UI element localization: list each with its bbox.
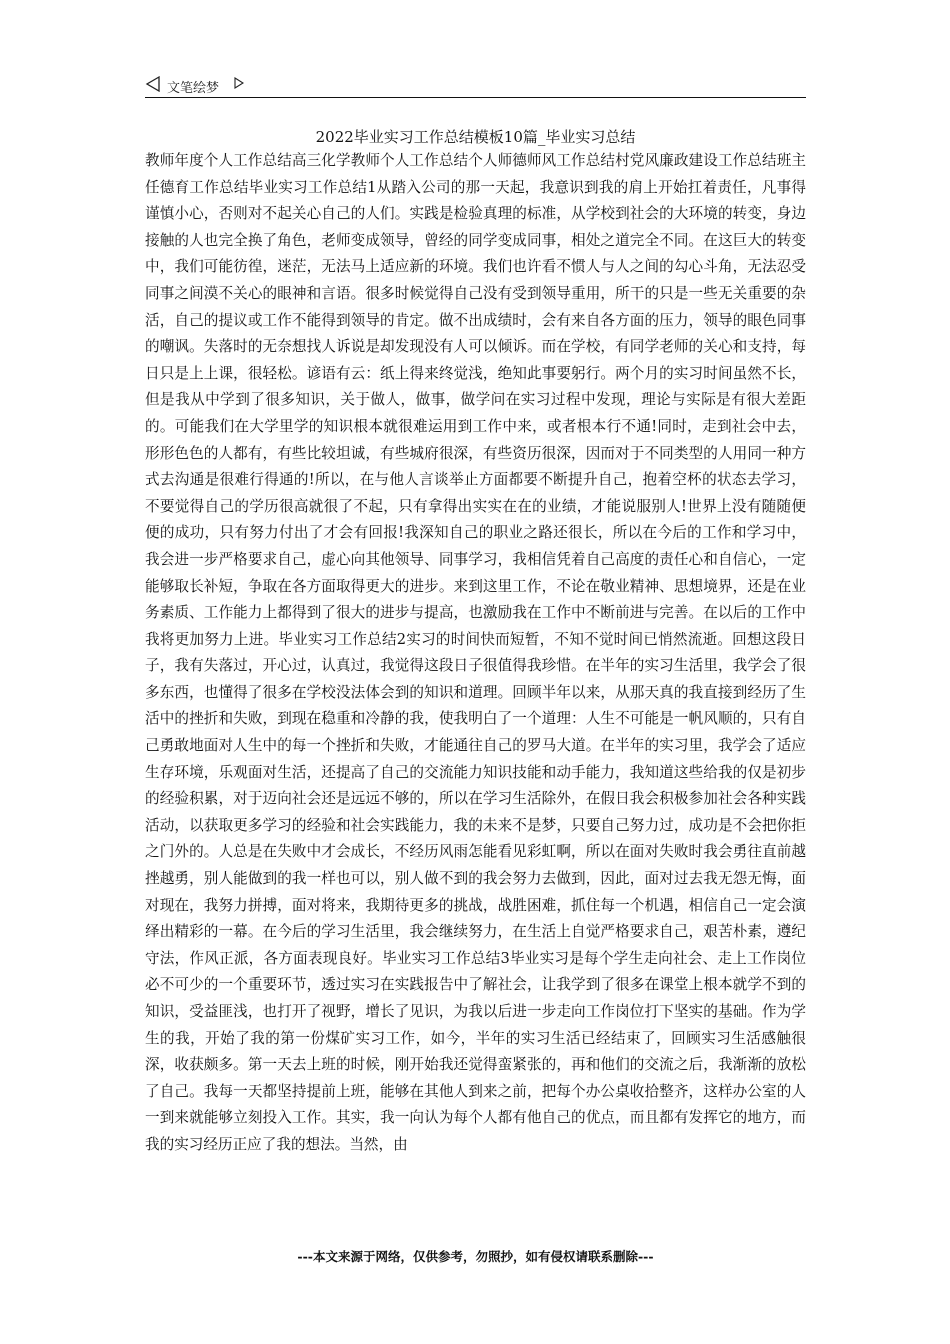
brand-name: 文笔绘梦	[167, 81, 220, 96]
page-header	[145, 74, 805, 98]
footer-disclaimer: ---本文来源于网络，仅供参考，勿照抄，如有侵权请联系删除---	[297, 1249, 654, 1264]
header-divider	[145, 97, 806, 98]
document-body: 教师年度个人工作总结高三化学教师个人工作总结个人师德师风工作总结村党风廉政建设工作总结班主任德育工作总结毕业实习工作总结1从踏入公司的那一天起，我意识到我的肩上开始扛着责任，凡事得谨慎小心，否则对不起关心自己的人们。实践是检验真理的标准，从学校到社会的大环境的转变，身边接触的人也完全换了角色，老师变成领导，曾经的同学变成同事，相处之道完全不同。在这巨大的转变中，我们可能彷徨，迷茫，无法马上适应新的环境。我们也许看不惯人与人之间的勾心斗角，无法忍受同事之间漠不关心的眼神和言语。很多时候觉得自己没有受到领导重用，所干的只是一些无关重要的杂活，自己的提议或工作不能得到领导的肯定。做不出成绩时，会有来自各方面的压力，领导的眼色同事的嘲讽。失落时的无奈想找人诉说是却发现没有人可以倾诉。而在学校，有同学老师的关心和支持，每日只是上上课，很轻松。谚语有云：纸上得来终觉浅，绝知此事要躬行。两个月的实习时间虽然不长，但是我从中学到了很多知识，关于做人，做事，做学问在实习过程中发现，理论与实际是有很大差距的。可能我们在大学里学的知识根本就很难运用到工作中来，或者根本行不通!同时，走到社会中去，形形色色的人都有，有些比较坦诚，有些城府很深，有些资历很深，因而对于不同类型的人用同一种方式去沟通是很难行得通的!所以，在与他人言谈举止方面都要不断提升自己，抱着空杯的状态去学习，不要觉得自己的学历很高就很了不起，只有拿得出实实在在的业绩，才能说服别人!世界上没有随随便便的成功，只有努力付出了才会有回报!我深知自己的职业之路还很长，所以在今后的工作和学习中，我会进一步严格要求自己，虚心向其他领导、同事学习，我相信凭着自己高度的责任心和自信心，一定能够取长补短，争取在各方面取得更大的进步。来到这里工作，不论在敬业精神、思想境界，还是在业务素质、工作能力上都得到了很大的进步与提高，也激励我在工作中不断前进与完善。在以后的工作中我将更加努力上进。毕业实习工作总结2实习的时间快而短暂，不知不觉时间已悄然流逝。回想这段日子，我有失落过，开心过，认真过，我觉得这段日子很值得我珍惜。在半年的实习生活里，我学会了很多东西，也懂得了很多在学校没法体会到的知识和道理。回顾半年以来，从那天真的我直接到经历了生活中的挫折和失败，到现在稳重和冷静的我，使我明白了一个道理：人生不可能是一帆风顺的，只有自己勇敢地面对人生中的每一个挫折和失败，才能通往自己的罗马大道。在半年的实习里，我学会了适应生存环境，乐观面对生活，还提高了自己的交流能力知识技能和动手能力，我知道这些给我的仅是初步的经验积累，对于迈向社会还是远远不够的，所以在学习生活除外，在假日我会积极参加社会各种实践活动，以获取更多学习的经验和社会实践能力，我的未来不是梦，只要自己努力过，成功是不会把你拒之门外的。人总是在失败中才会成长，不经历风雨怎能看见彩虹啊，所以在面对失败时我会勇往直前越挫越勇，别人能做到的我一样也可以，别人做不到的我会努力去做到，因此，面对过去我无怨无悔，面对现在，我努力拼搏，面对将来，我期待更多的挑战，战胜困难，抓住每一个机遇，相信自己一定会演绎出精彩的一幕。在今后的学习生活里，我会继续努力，在生活上自觉严格要求自己，艰苦朴素，遵纪守法，作风正派，各方面表现良好。毕业实习工作总结3毕业实习是每个学生走向社会、走上工作岗位必不可少的一个重要环节，透过实习在实践报告中了解社会，让我学到了很多在课堂上根本就学不到的知识，受益匪浅，也打开了视野，增长了见识，为我以后进一步走向工作岗位打下坚实的基础。作为学生的我，开始了我的第一份煤矿实习工作，如今，半年的实习生活已经结束了，回顾实习生活感触很深，收获颇多。第一天去上班的时候，刚开始我还觉得蛮紧张的，再和他们的交流之后，我渐渐的放松了自己。我每一天都坚持提前上班，能够在其他人到来之前，把每个办公桌收拾整齐，这样办公室的人一到来就能够立刻投入工作。其实，我一向认为每个人都有他自己的优点，而且都有发挥它的地方，而我的实习经历正应了我的想法。当然，由	[145, 152, 806, 1153]
document-title: 2022毕业实习工作总结模板10篇_毕业实习总结	[315, 128, 636, 146]
triangle-left-icon	[145, 76, 161, 96]
triangle-right-icon	[234, 77, 244, 93]
